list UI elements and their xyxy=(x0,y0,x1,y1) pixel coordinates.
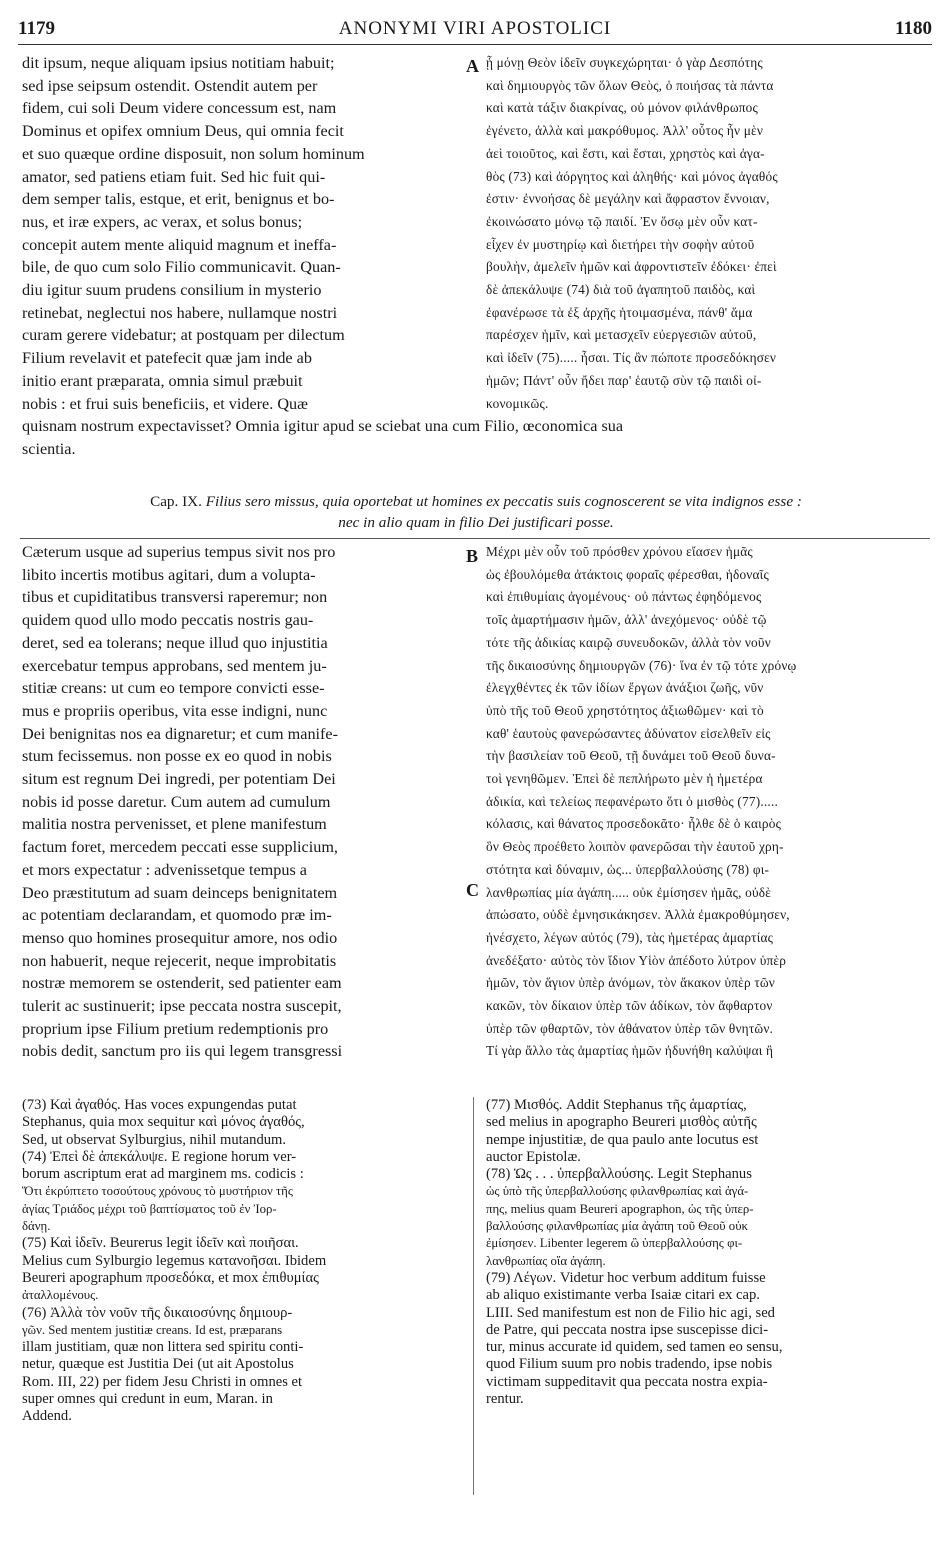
greek-text-line: ἐγένετο, ἀλλὰ καὶ μακρόθυμος. Ἀλλ' οὗτος ἦν μὲν xyxy=(486,123,764,139)
greek-text-line: ἀνεδέξατο· αὐτὸς τὸν ἴδιον Υἱὸν ἀπέδοτο λύτρον ὑπὲρ xyxy=(486,952,787,968)
greek-text-line: λανθρωπίας μία ἀγάπη..... οὐκ ἐμίσησεν ἡμᾶς, οὐδὲ xyxy=(486,884,772,900)
latin-text-line: initio erant præparata, omnia simul præbuit xyxy=(22,371,303,390)
footnotes-left xyxy=(22,1097,464,1426)
footnote-line: λανθρωπίας οἵα ἀγάπη. xyxy=(486,1253,606,1268)
greek-text-line: κονομικῶς. xyxy=(486,395,549,411)
footnote-line: illam justitiam, quæ non littera sed spiritu conti- xyxy=(22,1339,304,1356)
latin-text-line: ac potentiam declarandam, et quomodo præ im- xyxy=(22,906,332,925)
latin-text-line: tulerit ac sustinuerit; ipse peccata nostra suscepit, xyxy=(22,997,342,1016)
latin-text-line: dem semper talis, estque, et erit, benignus et bo- xyxy=(22,190,335,209)
footnote-line: victimam suppeditavit qua peccata nostra expia- xyxy=(486,1373,768,1390)
footnote-line: (76) Ἀλλὰ τὸν νοῦν τῆς δικαιοσύνης δημιουρ- xyxy=(22,1304,293,1321)
greek-text-line: τοῖς ἁμαρτήμασιν ἡμῶν, ἀλλ' ἀνεχόμενος· οὐδὲ τῷ xyxy=(486,612,767,628)
latin-text-line: bile, de quo cum solo Filio communicavit. Quan- xyxy=(22,258,341,277)
footnote-line: (73) Καὶ ἀγαθός. Has voces expungendas putat xyxy=(22,1097,297,1113)
full-width-line-1: quisnam nostrum expectavisset? Omnia igitur apud se sciebat una cum Filio, œconomica sua xyxy=(22,417,624,435)
greek-text-line: ὃν Θεὸς προέθετο λοιπὸν φανερῶσαι τὴν ἑαυτοῦ χρη- xyxy=(486,839,784,855)
latin-text-line: dit ipsum, neque aliquam ipsius notitiam habuit; xyxy=(22,54,335,72)
latin-text-line: exercebatur tempus approbans, sed mentem ju- xyxy=(22,656,327,675)
greek-text-line: ἀεὶ τοιοῦτος, καὶ ἔστι, καὶ ἔσται, χρηστὸς καὶ ἀγα- xyxy=(486,145,765,161)
latin-text-line: et mors expectatur : advenissetque tempus a xyxy=(22,860,307,879)
footnote-line: (75) Καὶ ἰδεῖν. Beurerus legit ἰδεῖν καὶ ποιῆσαι. xyxy=(22,1235,299,1252)
footnote-line: de Patre, qui peccata nostra ipse suscepisse dici- xyxy=(486,1321,769,1338)
latin-text-line: sed ipse seipsum ostendit. Ostendit autem per xyxy=(22,76,318,95)
footnote-line: borum ascriptum erat ad marginem ms. codicis : xyxy=(22,1166,304,1183)
running-title: ANONYMI VIRI APOSTOLICI xyxy=(338,18,612,39)
footnote-line: auctor Epistolæ. xyxy=(486,1148,581,1165)
latin-text-line: Deo præstitutum ad suam deinceps benignitatem xyxy=(22,883,338,902)
greek-text-line: ἐστιν· ἐννοήσας δὲ μεγάλην καὶ ἄφραστον ἔννοιαν, xyxy=(486,191,770,207)
footnote-line: super omnes qui credunt in eum, Maran. in xyxy=(22,1391,273,1408)
latin-text-line: nostræ memorem se ostenderit, sed patienter eam xyxy=(22,974,342,993)
latin-text-line: mus e propriis operibus, vita esse indigni, nunc xyxy=(22,701,328,720)
footnote-line: Stephanus, quia mox sequitur καὶ μόνος ἀγαθός, xyxy=(22,1114,305,1131)
latin-text-line: quidem quod ullo modo peccatis nostris gau- xyxy=(22,611,314,630)
latin-text-line: factum foret, mercedem peccati esse supplicium, xyxy=(22,838,338,857)
greek-text-line: τότε τῆς ἀδικίας καιρῷ συνευδοκῶν, ἀλλὰ τὸν νοῦν xyxy=(486,634,771,650)
footnote-line: βαλλούσης φιλανθρωπίας μία ἀγάπη τοῦ Θεοῦ οὐκ xyxy=(486,1219,748,1234)
latin-text-line: Dominus et opifex omnium Deus, qui omnia fecit xyxy=(22,122,344,141)
greek-text-line: ὑπὲρ τῶν φθαρτῶν, τὸν ἀθάνατον ὑπὲρ τῶν θνητῶν. xyxy=(486,1020,774,1036)
footnote-line: ab aliquo existimante verba Isaiæ citari ex cap. xyxy=(486,1287,760,1304)
chapter-rule xyxy=(20,538,930,539)
greek-text-line: ἠνέσχετο, λέγων αὐτός (79), τὰς ἡμετέρας ἁμαρτίας xyxy=(486,929,774,945)
chapter-label: Cap. IX. xyxy=(150,493,202,510)
latin-text-line: Filium revelavit et patefecit quæ jam inde ab xyxy=(22,349,312,368)
latin-text-line: non habuerit, neque rejecerit, neque improbitatis xyxy=(22,951,337,970)
greek-text-line: βουλὴν, ἀμελεῖν ἡμῶν καὶ ἀφροντιστεῖν ἐδόκει· ἐπεὶ xyxy=(486,259,777,275)
footnote-line: (74) Ἐπεὶ δὲ ἀπεκάλυψε. E regione horum ver- xyxy=(22,1148,297,1165)
latin-text-line: Cæterum usque ad superius tempus sivit nos pro xyxy=(22,543,336,561)
margin-marker-c: C xyxy=(466,880,479,900)
greek-text-line: εἶχεν ἐν μυστηρίῳ καὶ διετήρει τὴν σοφὴν αὐτοῦ xyxy=(486,236,755,252)
latin-text-line: situm est regnum Dei ingredi, per potentiam Dei xyxy=(22,770,336,789)
greek-text-line: ἐφανέρωσε τὰ ἐξ ἀρχῆς ἡτοιμασμένα, πάνθ' ἅμα xyxy=(486,304,753,320)
chapter-summary-line-1: Filius sero missus, quia oportebat ut homines ex peccatis suis cognoscerent se vita indignos esse : xyxy=(205,493,802,510)
footnote-line: Rom. III, 22) per fidem Jesu Christi in omnes et xyxy=(22,1373,303,1390)
latin-text-line: malitia nostra pervenisset, et plene manifestum xyxy=(22,815,327,834)
full-width-line-2: scientia. xyxy=(22,440,76,458)
footnote-line: sed melius in apographo Beureri μισθὸς αὐτῆς xyxy=(486,1114,757,1131)
greek-column-2 xyxy=(486,541,932,1063)
greek-text-line: ἀπώσατο, οὐδὲ ἐμνησικάκησεν. Ἀλλὰ ἐμακροθύμησεν, xyxy=(486,907,790,923)
greek-text-line: ἡμῶν; Πάντ' οὖν ἤδει παρ' ἑαυτῷ σὺν τῷ παιδὶ οἰ- xyxy=(486,372,762,388)
latin-text-line: amator, sed patiens etiam fuit. Sed hic fuit qui- xyxy=(22,167,326,186)
footnote-line: Melius cum Sylburgio legemus κατανοῆσαι. Ibidem xyxy=(22,1252,327,1269)
greek-text-line: Μέχρι μὲν οὖν τοῦ πρόσθεν χρόνου εἴασεν ἡμᾶς xyxy=(486,544,753,559)
footnote-line: (79) Λέγων. Videtur hoc verbum additum fuisse xyxy=(486,1269,766,1286)
greek-text-line: ὑπὸ τῆς τοῦ Θεοῦ χρηστότητος ἀξιωθῶμεν· καὶ τὸ xyxy=(486,702,764,718)
latin-text-line: nus, et iræ expers, ac verax, et solus bonus; xyxy=(22,212,303,231)
greek-text-line: στότητα καὶ δύναμιν, ὡς... ὑπερβαλλούσης (78) φι- xyxy=(486,861,770,877)
footnote-line: Sed, ut observat Sylburgius, nihil mutandum. xyxy=(22,1131,287,1148)
margin-marker-a: A xyxy=(466,56,479,76)
footnote-line: LIII. Sed manifestum est non de Filio hic agi, sed xyxy=(486,1304,775,1321)
footnote-line: πης, melius quam Beureri apographon, ὡς τῆς ὑπερ- xyxy=(486,1201,754,1216)
latin-text-line: tibus et cupiditatibus transversi raperemur; non xyxy=(22,588,328,607)
greek-text-line: δὲ ἀπεκάλυψε (74) διὰ τοῦ ἀγαπητοῦ παιδὸς, καὶ xyxy=(486,282,756,298)
greek-column-1 xyxy=(486,52,932,415)
footnote-line: Ὅτι ἐκρύπτετο τοσούτους χρόνους τὸ μυστήριον τῆς xyxy=(22,1184,293,1199)
latin-text-line: nobis id posse daretur. Cum autem ad cumulum xyxy=(22,792,331,811)
footnote-divider xyxy=(473,1097,474,1495)
footnote-line: (77) Μισθός. Addit Stephanus τῆς ἁμαρτίας, xyxy=(486,1097,747,1113)
footnote-line: rentur. xyxy=(486,1391,524,1408)
chapter-heading-2 xyxy=(22,512,930,533)
latin-text-line: deret, sed ea tolerans; neque illud quo injustitia xyxy=(22,633,328,652)
greek-text-line: καθ' ἑαυτοὺς φανερώσαντες ἀδύνατον εἰσελθεῖν εἰς xyxy=(486,725,771,741)
greek-text-line: θὸς (73) καὶ ἀόργητος καὶ ἀληθής· καὶ μόνος ἀγαθός xyxy=(486,168,778,184)
greek-text-line: τῆς δικαιοσύνης δημιουργῶν (76)· ἵνα ἐν τῷ τότε χρόνῳ xyxy=(486,657,797,673)
margin-marker-b: B xyxy=(466,546,479,566)
latin-text-line: proprium ipse Filium pretium redemptionis pro xyxy=(22,1019,329,1038)
latin-text-line: diu igitur suum prudens consilium in mysterio xyxy=(22,281,322,300)
footnotes-right xyxy=(486,1097,932,1408)
greek-text-line: ἐκοινώσατο μόνῳ τῷ παιδί. Ἐν ὅσῳ μὲν οὖν κατ- xyxy=(486,213,758,229)
footnote-line: netur, quæque est Justitia Dei (ut ait Apostolus xyxy=(22,1356,294,1373)
chapter-summary-line-2: nec in alio quam in filio Dei justificari posse. xyxy=(338,514,614,531)
greek-text-line: παρέσχεν ἡμῖν, καὶ μετασχεῖν εὐεργεσιῶν αὐτοῦ, xyxy=(486,327,757,343)
right-page-number: 1180 xyxy=(895,18,932,39)
greek-text-line: τοὶ γενηθῶμεν. Ἐπεὶ δὲ πεπλήρωτο μὲν ἡ ἡμετέρα xyxy=(486,771,763,787)
chapter-heading xyxy=(22,491,930,512)
greek-text-line: ἐλεγχθέντες ἐκ τῶν ἰδίων ἔργων ἀνάξιοι ζωῆς, νῦν xyxy=(486,680,764,696)
footnote-line: tur, minus accurate id quidem, sed tamen eo sensu, xyxy=(486,1339,783,1356)
latin-text-line: libito incertis motibus agitari, dum a volupta- xyxy=(22,565,316,584)
greek-text-line: τὴν βασιλείαν τοῦ Θεοῦ, τῇ δυνάμει τοῦ Θεοῦ δυνα- xyxy=(486,748,776,764)
latin-text-line: nobis : et frui suis beneficiis, et videre. Quæ xyxy=(22,394,308,413)
running-header xyxy=(18,14,932,45)
footnote-line: Addend. xyxy=(22,1408,72,1425)
latin-text-line: concepit autem mente aliquid magnum et ineffa- xyxy=(22,235,337,254)
latin-text-line: et suo quæque ordine disposuit, non solum hominum xyxy=(22,144,365,163)
latin-text-line: retinebat, neglectui nos habere, nullamque nostri xyxy=(22,303,338,322)
greek-text-line: ᾗ μόνῃ Θεὸν ἰδεῖν συγκεχώρηται· ὁ γὰρ Δεσπότης xyxy=(486,55,763,70)
footnote-line: ἀταλλομένους. xyxy=(22,1288,99,1303)
footnote-line: quod Filium suum pro nobis tradendo, ipse nobis xyxy=(486,1356,773,1373)
greek-text-line: κόλασις, καὶ θάνατος προσεδοκᾶτο· ἦλθε δὲ ὁ καιρὸς xyxy=(486,816,782,832)
latin-text-line: curam gerere videbatur; at postquam per dilectum xyxy=(22,326,345,345)
greek-text-line: Τί γὰρ ἄλλο τὰς ἁμαρτίας ἡμῶν ἠδυνήθη καλύψαι ἢ xyxy=(486,1043,774,1059)
latin-text-line: fidem, cui soli Deum videre concessum est, nam xyxy=(22,99,337,118)
greek-text-line: ἡμῶν, τὸν ἅγιον ὑπὲρ ἀνόμων, τὸν ἄκακον ὑπὲρ τῶν xyxy=(486,975,776,991)
greek-text-line: καὶ κατὰ τάξιν διακρίνας, οὐ μόνον φιλάνθρωπος xyxy=(486,100,758,116)
footnote-line: ἁγίας Τριάδος μέχρι τοῦ βαπτίσματος τοῦ ἐν Ἰορ- xyxy=(22,1201,277,1216)
latin-column-1 xyxy=(22,52,460,415)
left-page-number: 1179 xyxy=(18,18,55,39)
latin-text-line: stitiæ creans: ut cum eo tempore convicti esse- xyxy=(22,679,325,698)
latin-text-line: nobis dedit, sanctum pro iis qui legem transgressi xyxy=(22,1042,343,1061)
greek-text-line: ἀδικία, καὶ τελείως πεφανέρωτο ὅτι ὁ μισθὸς (77)..... xyxy=(486,793,778,809)
greek-text-line: ὡς ἐβουλόμεθα ἀτάκτοις φοραῖς φέρεσθαι, ἡδοναῖς xyxy=(486,566,769,582)
footnote-line: ὡς ὑπὸ τῆς ὑπερβαλλούσης φιλανθρωπίας καὶ ἀγά- xyxy=(486,1184,749,1199)
latin-text-line: stum fecissemus. non posse ex eo quod in nobis xyxy=(22,747,332,766)
greek-text-line: κακῶν, τὸν δίκαιον ὑπὲρ τῶν ἀδίκων, τὸν ἄφθαρτον xyxy=(486,998,773,1014)
footnote-line: γῶν. Sed mentem justitiæ creans. Id est, præparans xyxy=(22,1322,283,1337)
footnote-line: ἐμίσησεν. Libenter legerem ὢ ὑπερβαλλούσης φι- xyxy=(486,1236,743,1251)
footnote-line: Beureri apographum προσεδόκα, et mox ἐπιθυμίας xyxy=(22,1269,319,1286)
latin-column-2 xyxy=(22,541,460,1063)
latin-text-line: Dei benignitas nos ea dignaretur; et cum manife- xyxy=(22,724,338,743)
footnote-line: nempe injustitiæ, de qua paulo ante locutus est xyxy=(486,1131,759,1148)
greek-text-line: καὶ ἐπιθυμίαις ἀγομένους· οὐ πάντως ἐφηδόμενος xyxy=(486,589,762,605)
footnote-line: δάνῃ. xyxy=(22,1219,51,1234)
greek-text-line: καὶ δημιουργὸς τῶν ὅλων Θεὸς, ὁ ποιήσας τὰ πάντα xyxy=(486,77,774,93)
latin-text-line: menso quo homines prosequitur amore, nos odio xyxy=(22,928,338,947)
greek-text-line: καὶ ἰδεῖν (75)..... ἦσαι. Τίς ἂν πώποτε προσεδόκησεν xyxy=(486,350,777,366)
footnote-line: (78) Ὡς . . . ὑπερβαλλούσης. Legit Stephanus xyxy=(486,1166,752,1183)
